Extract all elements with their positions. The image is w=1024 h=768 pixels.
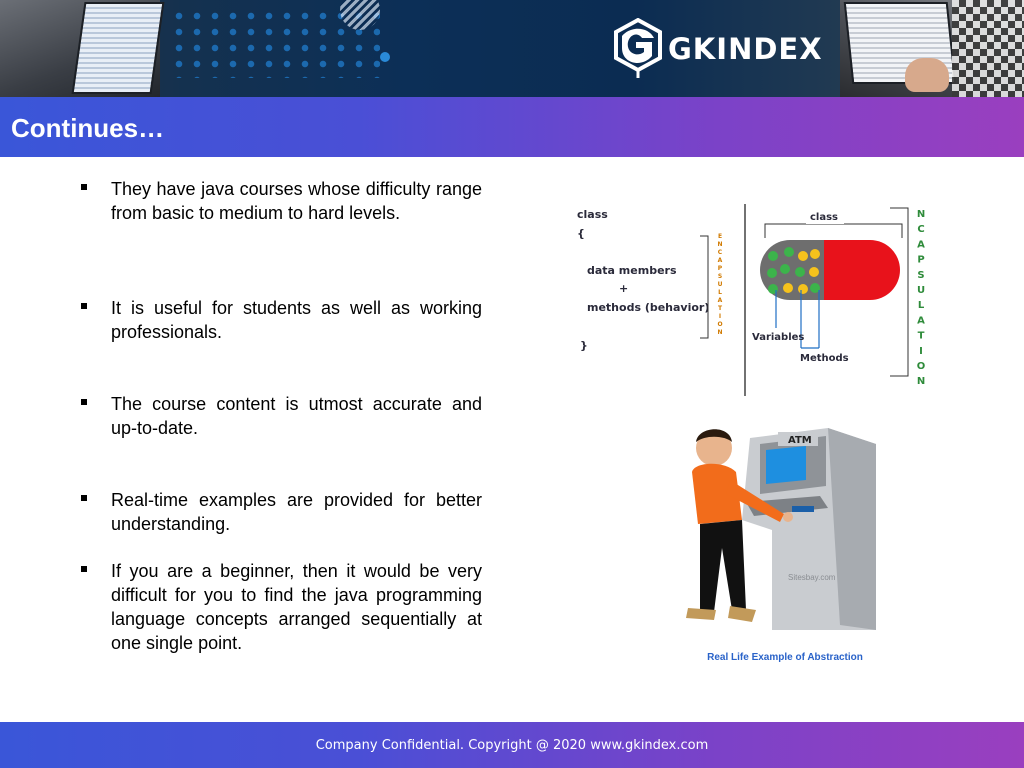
bullet-text: It is useful for students as well as working professionals.: [111, 298, 482, 342]
vertical-letter: S: [717, 273, 723, 280]
vertical-letter: O: [717, 321, 723, 328]
vertical-letter: I: [718, 313, 722, 320]
vertical-letter: C: [917, 224, 925, 236]
bullet-item: [78, 488, 482, 536]
hand-image: [905, 58, 949, 92]
footer-copyright: Company Confidential. Copyright @ 2020 www.gkindex.com: [315, 738, 709, 753]
bullet-text: They have java courses whose difficulty range from basic to medium to hard levels.: [111, 179, 482, 223]
atm-screen: [766, 446, 806, 484]
vertical-letter: P: [717, 265, 723, 272]
vertical-letter: A: [917, 315, 925, 327]
atm-card-slot: [792, 506, 814, 512]
vertical-letter: L: [917, 300, 925, 312]
logo-mark-icon: [612, 18, 664, 80]
vertical-letter: C: [717, 249, 723, 256]
bullet-square-icon: [81, 399, 87, 405]
bullet-square-icon: [81, 495, 87, 501]
big-bracket: [890, 208, 908, 376]
vertical-letter: T: [917, 330, 925, 342]
vertical-letter: I: [919, 345, 923, 357]
person-pants: [700, 520, 746, 612]
logo-text: GKINDEX: [668, 32, 823, 66]
vertical-letter: S: [917, 269, 925, 281]
person-shoe-left: [686, 608, 716, 620]
laptop-screen-left: [72, 2, 165, 94]
code-class-text: class: [577, 208, 608, 221]
bullet-item: [78, 559, 482, 655]
gkindex-logo: [612, 18, 823, 80]
code-close-brace: }: [580, 339, 588, 352]
encapsulation-diagram: [572, 200, 932, 400]
bullet-square-icon: [81, 184, 87, 190]
atm-label: ATM: [788, 435, 812, 446]
vertical-letter: L: [718, 289, 722, 296]
big-vertical-label: [917, 209, 926, 387]
abstraction-caption: Real Life Example of Abstraction: [707, 652, 863, 663]
bullet-item: [78, 296, 482, 344]
vertical-letter: A: [717, 257, 723, 264]
checkered-shirt: [952, 0, 1024, 97]
bullet-square-icon: [81, 566, 87, 572]
header-banner: [0, 0, 1024, 97]
bullet-text: The course content is utmost accurate and up-to-date.: [111, 394, 482, 438]
code-methods: methods (behavior): [587, 301, 710, 314]
bullet-item: [78, 392, 482, 440]
code-data-members: data members: [587, 264, 677, 277]
code-bracket: [700, 236, 708, 338]
vertical-letter: P: [917, 254, 925, 266]
title-bar: [0, 97, 1024, 157]
vertical-letter: A: [917, 239, 925, 251]
footer-bar: [0, 722, 1024, 768]
small-vertical-label: [717, 233, 723, 336]
bullet-text: Real-time examples are provided for better understanding.: [111, 490, 482, 534]
vertical-letter: A: [717, 297, 723, 304]
capsule-class-label: class: [809, 212, 839, 223]
vertical-letter: U: [916, 285, 926, 296]
vertical-letter: E: [717, 233, 723, 240]
vertical-letter: N: [717, 329, 723, 336]
variables-label: Variables: [752, 332, 805, 343]
watermark-text: Sitesbay.com: [788, 573, 836, 582]
vertical-letter: N: [916, 209, 926, 220]
vertical-letter: U: [717, 281, 723, 288]
bullet-square-icon: [81, 303, 87, 309]
capsule-bracket: [765, 224, 902, 238]
person-shoe-right: [728, 606, 756, 622]
vertical-letter: N: [916, 376, 926, 388]
person-hand: [783, 512, 793, 522]
methods-label: Methods: [800, 353, 849, 364]
bullet-text: If you are a beginner, then it would be very difficult for you to find the java programming language concepts arranged sequentially at one single point.: [111, 561, 482, 653]
vertical-letter: N: [717, 241, 723, 248]
code-plus: +: [619, 282, 629, 295]
code-open-brace: {: [577, 227, 585, 240]
slide-title: Continues…: [11, 113, 165, 143]
vertical-letter: O: [916, 361, 926, 372]
bullet-item: [78, 177, 482, 225]
atm-abstraction-illustration: [680, 420, 890, 665]
vertical-letter: T: [717, 305, 723, 312]
capsule-red-half: [824, 240, 900, 300]
decorative-dot: [380, 52, 390, 62]
